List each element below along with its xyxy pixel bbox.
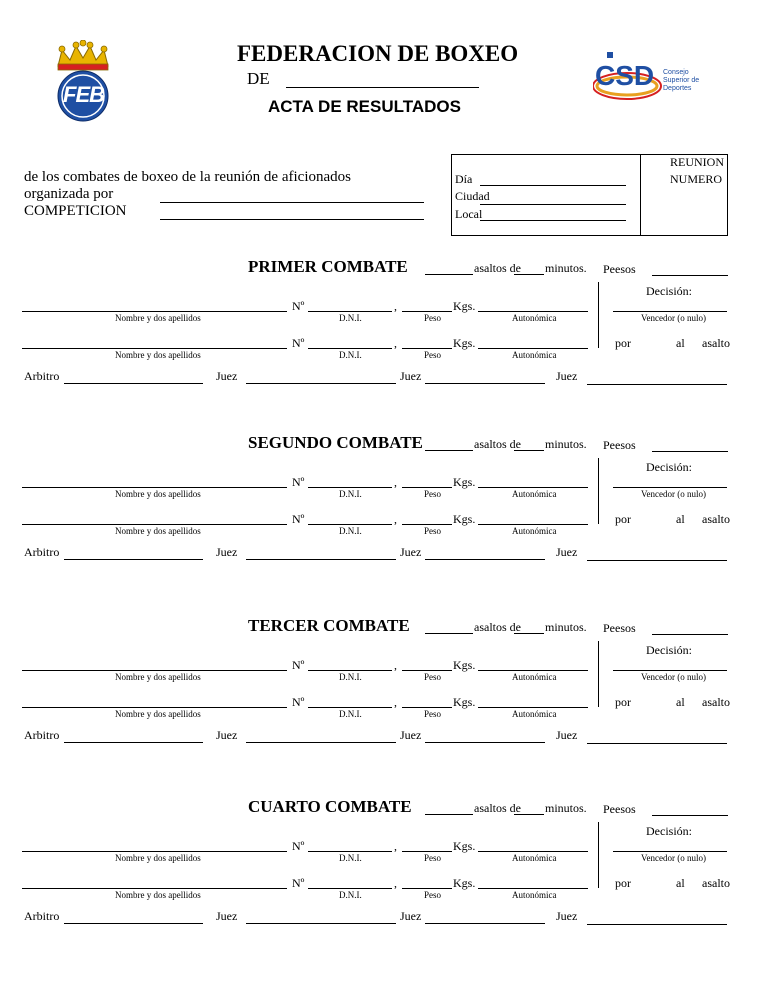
de-label: DE (247, 69, 270, 88)
decision-label: Decisión: (646, 824, 692, 838)
decision-label: Decisión: (646, 643, 692, 657)
juez-3-field-line[interactable] (587, 384, 727, 385)
autonomica-caption: Autonómica (512, 890, 557, 900)
boxer-2-name-line[interactable] (22, 524, 287, 525)
boxer-1-name-line[interactable] (22, 670, 287, 671)
ciudad-field-line[interactable] (480, 204, 626, 205)
decision-divider (598, 282, 599, 348)
organizer-field-line[interactable] (160, 202, 424, 203)
local-field-line[interactable] (480, 220, 626, 221)
asaltos-de-label: asaltos de (474, 620, 521, 634)
comma-label: , (394, 475, 397, 489)
juez-label: Juez (556, 728, 578, 742)
kgs-label: Kgs. (453, 876, 476, 890)
boxer-1-autonomica-line[interactable] (478, 487, 588, 488)
combat-section (0, 617, 768, 797)
dia-field-line[interactable] (480, 185, 626, 186)
boxer-1-dni-line[interactable] (308, 670, 392, 671)
numero-label: NUMERO (670, 172, 723, 186)
boxer-1-dni-line[interactable] (308, 851, 392, 852)
peso-caption: Peso (424, 672, 442, 682)
boxer-1-name-line[interactable] (22, 311, 287, 312)
al-label: al (676, 876, 685, 890)
minutos-label: minutos. (545, 261, 587, 275)
csd-caption-line: Consejo (663, 69, 689, 76)
minutes-field-line[interactable] (514, 274, 544, 275)
boxer-2-autonomica-line[interactable] (478, 888, 588, 889)
comma-label: , (394, 658, 397, 672)
combat-title: SEGUNDO COMBATE (248, 433, 423, 452)
comma-label: , (394, 299, 397, 313)
pesos-field-line[interactable] (652, 451, 728, 452)
al-label: al (676, 695, 685, 709)
kgs-label: Kgs. (453, 475, 476, 489)
arbitro-field-line[interactable] (64, 383, 203, 384)
peso-caption: Peso (424, 853, 442, 863)
peso-caption: Peso (424, 313, 442, 323)
juez-label: Juez (216, 909, 238, 923)
asaltos-de-label: asaltos de (474, 261, 521, 275)
boxer-1-name-line[interactable] (22, 851, 287, 852)
boxer-1-autonomica-line[interactable] (478, 670, 588, 671)
juez-3-field-line[interactable] (587, 743, 727, 744)
peso-caption: Peso (424, 489, 442, 499)
boxer-1-weight-line[interactable] (402, 311, 452, 312)
decision-label: Decisión: (646, 460, 692, 474)
dni-caption: D.N.I. (339, 489, 362, 499)
autonomica-caption: Autonómica (512, 489, 557, 499)
rounds-field-line[interactable] (425, 274, 473, 275)
asalto-label: asalto (702, 695, 730, 709)
pesos-label: Peesos (603, 621, 636, 635)
autonomica-caption: Autonómica (512, 853, 557, 863)
autonomica-caption: Autonómica (512, 672, 557, 682)
por-label: por (615, 336, 631, 350)
boxer-2-autonomica-line[interactable] (478, 707, 588, 708)
nombre-caption: Nombre y dos apellidos (115, 672, 201, 682)
num-label: Nº (292, 839, 305, 853)
minutos-label: minutos. (545, 801, 587, 815)
juez-1-field-line[interactable] (246, 559, 396, 560)
csd-logo-text: CSD (595, 60, 655, 91)
feb-logo (50, 40, 116, 122)
dni-caption: D.N.I. (339, 890, 362, 900)
juez-2-field-line[interactable] (425, 383, 545, 384)
boxer-2-name-line[interactable] (22, 888, 287, 889)
juez-label: Juez (216, 545, 238, 559)
por-label: por (615, 876, 631, 890)
winner-field-line[interactable] (613, 311, 727, 312)
minutos-label: minutos. (545, 620, 587, 634)
comma-label: , (394, 336, 397, 350)
combat-section (0, 258, 768, 438)
kgs-label: Kgs. (453, 299, 476, 313)
decision-divider (598, 822, 599, 888)
arbitro-field-line[interactable] (64, 559, 203, 560)
peso-caption: Peso (424, 890, 442, 900)
intro-line-1: de los combates de boxeo de la reunión de aficionados (24, 169, 351, 185)
juez-label: Juez (400, 545, 422, 559)
kgs-label: Kgs. (453, 695, 476, 709)
boxer-2-weight-line[interactable] (402, 348, 452, 349)
vencedor-caption: Vencedor (o nulo) (641, 489, 706, 499)
kgs-label: Kgs. (453, 839, 476, 853)
document-title: FEDERACION DE BOXEO (237, 41, 519, 66)
al-label: al (676, 336, 685, 350)
vencedor-caption: Vencedor (o nulo) (641, 853, 706, 863)
boxer-1-name-line[interactable] (22, 487, 287, 488)
num-label: Nº (292, 336, 305, 350)
juez-3-field-line[interactable] (587, 560, 727, 561)
boxer-1-dni-line[interactable] (308, 487, 392, 488)
vencedor-caption: Vencedor (o nulo) (641, 313, 706, 323)
local-label: Local (455, 207, 483, 221)
combat-title: PRIMER COMBATE (248, 257, 408, 276)
pesos-field-line[interactable] (652, 815, 728, 816)
juez-2-field-line[interactable] (425, 742, 545, 743)
juez-label: Juez (400, 369, 422, 383)
boxer-2-weight-line[interactable] (402, 888, 452, 889)
boxer-2-weight-line[interactable] (402, 524, 452, 525)
juez-label: Juez (556, 369, 578, 383)
boxer-1-weight-line[interactable] (402, 851, 452, 852)
juez-label: Juez (556, 909, 578, 923)
csd-caption-line: Superior de (663, 77, 700, 84)
juez-label: Juez (216, 369, 238, 383)
boxer-2-name-line[interactable] (22, 348, 287, 349)
boxer-1-autonomica-line[interactable] (478, 851, 588, 852)
pesos-field-line[interactable] (652, 275, 728, 276)
csd-caption-line: Deportes (663, 85, 692, 92)
peso-caption: Peso (424, 709, 442, 719)
autonomica-caption: Autonómica (512, 709, 557, 719)
peso-caption: Peso (424, 526, 442, 536)
num-label: Nº (292, 658, 305, 672)
juez-label: Juez (216, 728, 238, 742)
boxer-1-weight-line[interactable] (402, 670, 452, 671)
boxer-2-dni-line[interactable] (308, 707, 392, 708)
boxer-1-weight-line[interactable] (402, 487, 452, 488)
document-subtitle: ACTA DE RESULTADOS (268, 97, 461, 116)
autonomica-caption: Autonómica (512, 313, 557, 323)
winner-field-line[interactable] (613, 670, 727, 671)
nombre-caption: Nombre y dos apellidos (115, 489, 201, 499)
nombre-caption: Nombre y dos apellidos (115, 709, 201, 719)
nombre-caption: Nombre y dos apellidos (115, 313, 201, 323)
decision-divider (598, 458, 599, 524)
comma-label: , (394, 512, 397, 526)
dni-caption: D.N.I. (339, 350, 362, 360)
num-label: Nº (292, 475, 305, 489)
dni-caption: D.N.I. (339, 313, 362, 323)
nombre-caption: Nombre y dos apellidos (115, 526, 201, 536)
arbitro-field-line[interactable] (64, 742, 203, 743)
arbitro-label: Arbitro (24, 369, 60, 383)
juez-3-field-line[interactable] (587, 924, 727, 925)
csd-logo (593, 48, 703, 108)
competition-field-line[interactable] (160, 219, 424, 220)
comma-label: , (394, 876, 397, 890)
intro-line-2: organizada por (24, 186, 114, 202)
nombre-caption: Nombre y dos apellidos (115, 890, 201, 900)
juez-2-field-line[interactable] (425, 923, 545, 924)
rounds-field-line[interactable] (425, 450, 473, 451)
juez-label: Juez (400, 728, 422, 742)
winner-field-line[interactable] (613, 851, 727, 852)
por-label: por (615, 695, 631, 709)
asalto-label: asalto (702, 876, 730, 890)
arbitro-field-line[interactable] (64, 923, 203, 924)
minutes-field-line[interactable] (514, 450, 544, 451)
boxer-2-autonomica-line[interactable] (478, 348, 588, 349)
al-label: al (676, 512, 685, 526)
combat-title: TERCER COMBATE (248, 616, 410, 635)
feb-logo-text: FEB (63, 82, 104, 107)
autonomica-caption: Autonómica (512, 350, 557, 360)
pesos-label: Peesos (603, 802, 636, 816)
boxer-2-weight-line[interactable] (402, 707, 452, 708)
juez-label: Juez (400, 909, 422, 923)
num-label: Nº (292, 299, 305, 313)
num-label: Nº (292, 512, 305, 526)
asalto-label: asalto (702, 336, 730, 350)
dni-caption: D.N.I. (339, 526, 362, 536)
arbitro-label: Arbitro (24, 909, 60, 923)
intro-line-3: COMPETICION (24, 203, 127, 219)
num-label: Nº (292, 695, 305, 709)
juez-1-field-line[interactable] (246, 742, 396, 743)
dia-label: Día (455, 172, 473, 186)
decision-label: Decisión: (646, 284, 692, 298)
combat-title: CUARTO COMBATE (248, 797, 412, 816)
boxer-2-dni-line[interactable] (308, 348, 392, 349)
dni-caption: D.N.I. (339, 853, 362, 863)
decision-divider (598, 641, 599, 707)
autonomica-caption: Autonómica (512, 526, 557, 536)
arbitro-label: Arbitro (24, 728, 60, 742)
minutes-field-line[interactable] (514, 633, 544, 634)
vencedor-caption: Vencedor (o nulo) (641, 672, 706, 682)
boxer-2-name-line[interactable] (22, 707, 287, 708)
dni-caption: D.N.I. (339, 709, 362, 719)
boxer-2-dni-line[interactable] (308, 524, 392, 525)
combat-section (0, 434, 768, 614)
winner-field-line[interactable] (613, 487, 727, 488)
boxer-1-dni-line[interactable] (308, 311, 392, 312)
dni-caption: D.N.I. (339, 672, 362, 682)
num-label: Nº (292, 876, 305, 890)
asalto-label: asalto (702, 512, 730, 526)
juez-2-field-line[interactable] (425, 559, 545, 560)
boxer-2-autonomica-line[interactable] (478, 524, 588, 525)
de-field-line[interactable] (286, 87, 479, 88)
nombre-caption: Nombre y dos apellidos (115, 350, 201, 360)
meeting-box-divider (640, 155, 641, 235)
reunion-label: REUNION (670, 155, 724, 169)
asaltos-de-label: asaltos de (474, 801, 521, 815)
combat-section (0, 798, 768, 978)
kgs-label: Kgs. (453, 336, 476, 350)
asaltos-de-label: asaltos de (474, 437, 521, 451)
rounds-field-line[interactable] (425, 814, 473, 815)
pesos-field-line[interactable] (652, 634, 728, 635)
juez-1-field-line[interactable] (246, 383, 396, 384)
minutos-label: minutos. (545, 437, 587, 451)
pesos-label: Peesos (603, 262, 636, 276)
nombre-caption: Nombre y dos apellidos (115, 853, 201, 863)
peso-caption: Peso (424, 350, 442, 360)
por-label: por (615, 512, 631, 526)
comma-label: , (394, 695, 397, 709)
pesos-label: Peesos (603, 438, 636, 452)
boxer-1-autonomica-line[interactable] (478, 311, 588, 312)
minutes-field-line[interactable] (514, 814, 544, 815)
comma-label: , (394, 839, 397, 853)
juez-label: Juez (556, 545, 578, 559)
kgs-label: Kgs. (453, 512, 476, 526)
ciudad-label: Ciudad (455, 189, 490, 203)
boxer-2-dni-line[interactable] (308, 888, 392, 889)
arbitro-label: Arbitro (24, 545, 60, 559)
kgs-label: Kgs. (453, 658, 476, 672)
juez-1-field-line[interactable] (246, 923, 396, 924)
rounds-field-line[interactable] (425, 633, 473, 634)
